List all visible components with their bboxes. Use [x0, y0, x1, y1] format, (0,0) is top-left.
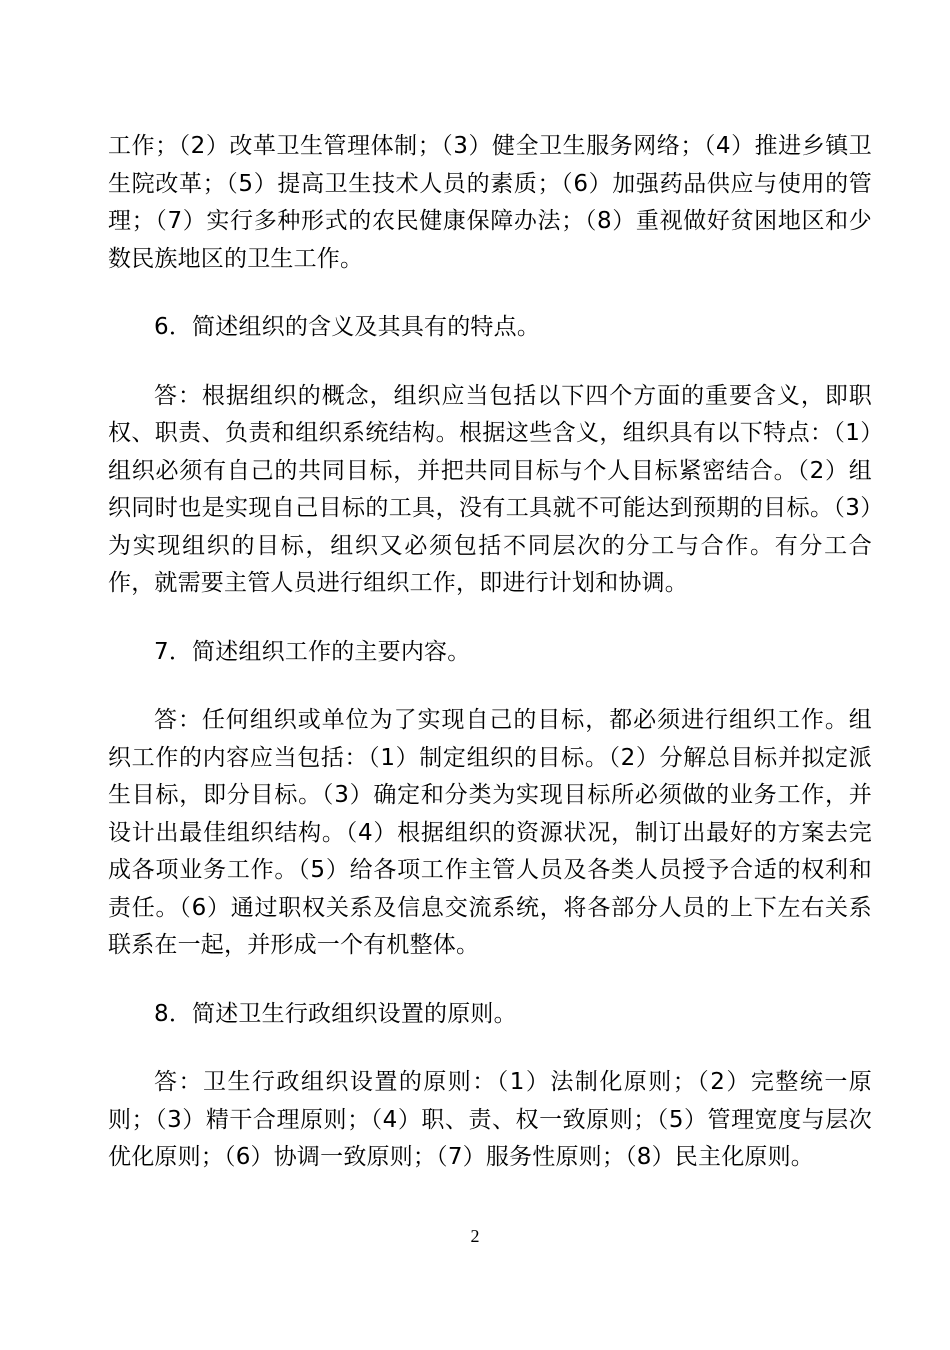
question-7: 7．简述组织工作的主要内容。	[154, 638, 471, 665]
page-number: 2	[470, 1226, 480, 1246]
question-8: 8．简述卫生行政组织设置的原则。	[154, 1000, 517, 1027]
answer-7: 答：任何组织或单位为了实现自己的目标，都必须进行组织工作。组织工作的内容应当包括：（1）制定组织的目标。（2）分解总目标并拟定派生目标，即分目标。（3）确定和分类为实现目标所必须做的业务工作，并设计出最佳组织结构。（4）根据组织的资源状况，制订出最好的方案去完成各项业务工作。（5）给各项工作主管人员及各类人员授予合适的权利和责任。（6）通过职权关系及信息交流系统，将各部分人员的上下左右关系联系在一起，并形成一个有机整体。	[108, 707, 872, 958]
question-6: 6．简述组织的含义及其具有的特点。	[154, 314, 541, 340]
answer-continuation-paragraph: 工作；（2）改革卫生管理体制；（3）健全卫生服务网络；（4）推进乡镇卫生院改革；（5）提高卫生技术人员的素质；（6）加强药品供应与使用的管理；（7）实行多种形式的农民健康保障办法；（8）重视做好贫困地区和少数民族地区的卫生工作。	[108, 133, 872, 272]
document-page	[108, 128, 872, 1177]
answer-6: 答：根据组织的概念，组织应当包括以下四个方面的重要含义，即职权、职责、负责和组织系统结构。根据这些含义，组织具有以下特点：（1）组织必须有自己的共同目标，并把共同目标与个人目标紧密结合。（2）组织同时也是实现自己目标的工具，没有工具就不可能达到预期的目标。（3）为实现组织的目标，组织又必须包括不同层次的分工与合作。有分工合作，就需要主管人员进行组织工作，即进行计划和协调。	[108, 382, 872, 596]
answer-8: 答：卫生行政组织设置的原则：（1）法制化原则；（2）完整统一原则；（3）精干合理原则；（4）职、责、权一致原则；（5）管理宽度与层次优化原则；（6）协调一致原则；（7）服务性原则；（8）民主化原则。	[108, 1069, 872, 1170]
